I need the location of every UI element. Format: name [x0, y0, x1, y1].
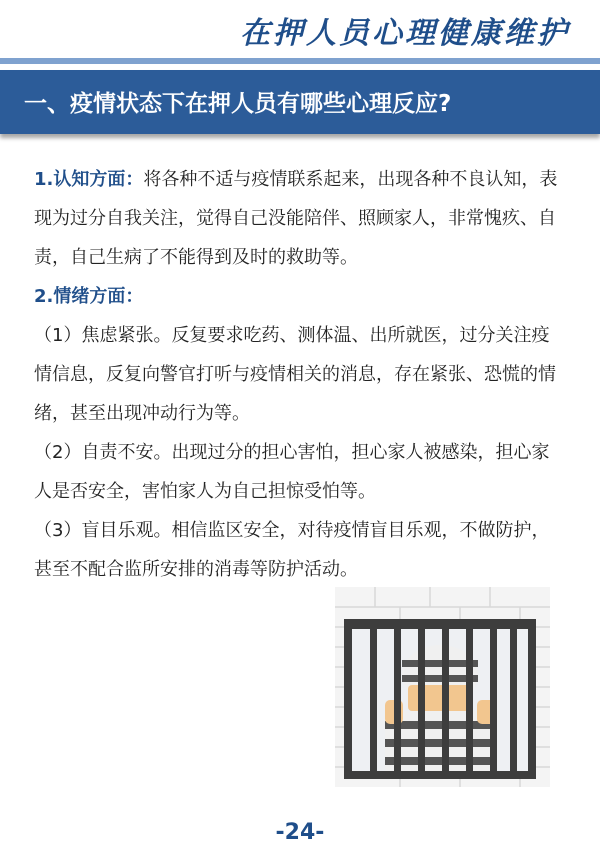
paragraph-text: （3）盲目乐观。相信监区安全，对待疫情盲目乐观，不做防护，甚至不配合监所安排的消毒等防护活动。: [34, 520, 550, 580]
page-title: 在押人员心理健康维护: [240, 16, 570, 51]
page-number: -24-: [275, 820, 325, 845]
paragraph-text: （2）自责不安。出现过分的担心害怕，担心家人被感染，担心家人是否安全，害怕家人为自己担惊受怕等。: [34, 442, 550, 502]
section-heading: 一、疫情状态下在押人员有哪些心理反应?: [24, 91, 452, 117]
section-header-band: [0, 70, 600, 134]
body-content: [34, 160, 564, 589]
paragraph-label: 2.情绪方面：: [34, 286, 144, 307]
prison-bars-icon: [330, 585, 555, 790]
paragraph-label: 1.认知方面：: [34, 169, 144, 190]
paragraph-guilt: [34, 433, 564, 511]
paragraph-text: 将各种不适与疫情联系起来，出现各种不良认知，表现为过分自我关注，觉得自己没能陪伴、照顾家人，非常愧疚、自责，自己生病了不能得到及时的救助等。: [34, 169, 558, 268]
paragraph-optimism: [34, 511, 564, 589]
paragraph-cognitive: [34, 160, 564, 277]
paragraph-emotional: [34, 277, 564, 316]
paragraph-text: （1）焦虑紧张。反复要求吃药、测体温、出所就医，过分关注疫情信息，反复向警官打听与疫情相关的消息，存在紧张、恐慌的情绪，甚至出现冲动行为等。: [34, 325, 556, 424]
paragraph-anxiety: [34, 316, 564, 433]
title-divider: [0, 58, 600, 64]
